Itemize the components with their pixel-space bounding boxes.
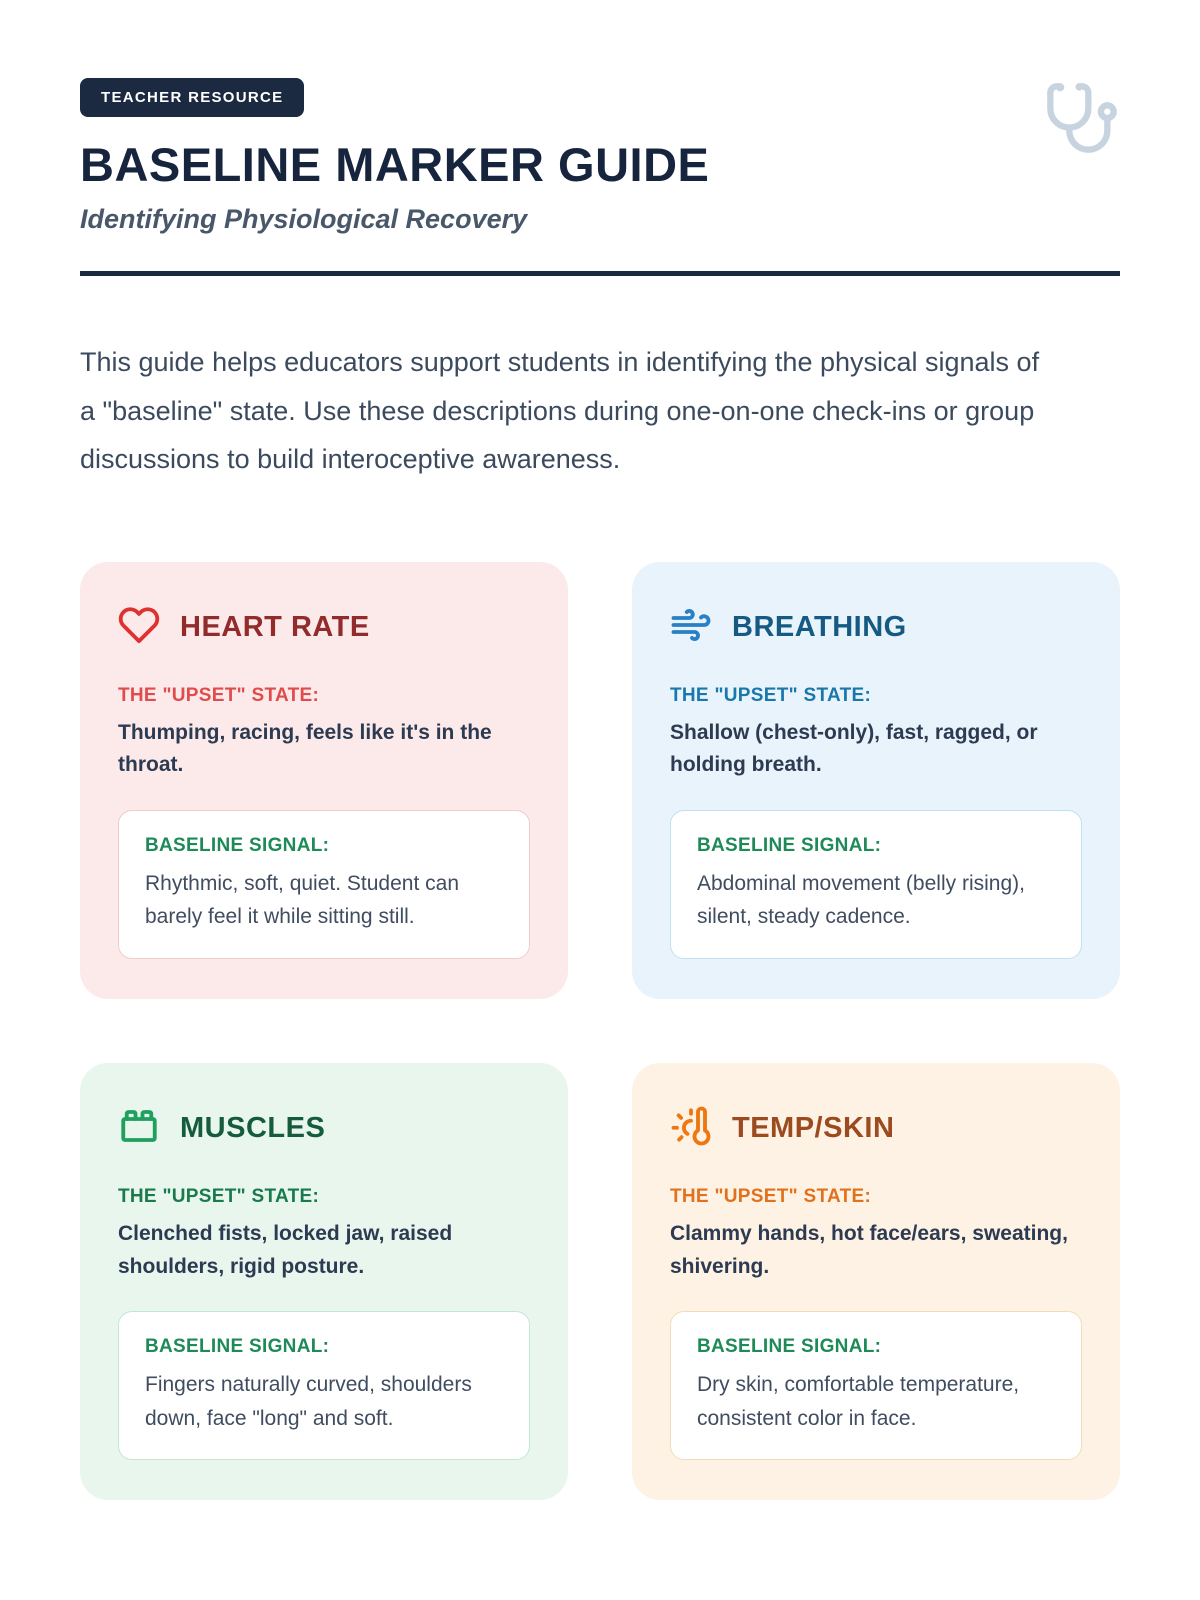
- card-title: HEART RATE: [180, 610, 370, 643]
- thermometer-sun-icon: [670, 1105, 712, 1152]
- cards-grid: [80, 562, 1120, 1501]
- card-header: [118, 1105, 530, 1152]
- baseline-signal-label: BASELINE SIGNAL:: [697, 834, 882, 856]
- upset-state-label: THE "UPSET" STATE:: [118, 1186, 320, 1208]
- baseline-signal-text: Abdominal movement (belly rising), silent, steady cadence.: [697, 871, 1025, 929]
- card-header: [670, 1105, 1082, 1152]
- upset-state-text: Thumping, racing, feels like it's in the throat.: [118, 720, 492, 777]
- baseline-signal-text: Fingers naturally curved, shoulders down, face "long" and soft.: [145, 1373, 472, 1430]
- baseline-signal-box: [118, 810, 530, 959]
- upset-state-label: THE "UPSET" STATE:: [670, 684, 872, 706]
- header-text-block: [80, 78, 709, 235]
- card-muscles: [80, 1063, 568, 1500]
- card-title: MUSCLES: [180, 1112, 326, 1145]
- wind-icon: [670, 604, 712, 651]
- toy-brick-icon: [118, 1105, 160, 1152]
- baseline-signal-text: Dry skin, comfortable temperature, consistent color in face.: [697, 1373, 1020, 1430]
- baseline-signal-label: BASELINE SIGNAL:: [145, 1336, 330, 1358]
- heart-icon: [118, 604, 160, 651]
- baseline-signal-label: BASELINE SIGNAL:: [697, 1336, 882, 1358]
- page-title: BASELINE MARKER GUIDE: [80, 138, 710, 191]
- card-header: [670, 604, 1082, 651]
- card-heart-rate: [80, 562, 568, 999]
- upset-state-text: Shallow (chest-only), fast, ragged, or holding breath.: [670, 720, 1038, 777]
- baseline-signal-box: [670, 810, 1082, 959]
- upset-state-text: Clenched fists, locked jaw, raised shoulders, rigid posture.: [118, 1222, 453, 1278]
- baseline-signal-box: [118, 1311, 530, 1460]
- card-breathing: [632, 562, 1120, 999]
- baseline-signal-box: [670, 1311, 1082, 1460]
- teacher-resource-badge: TEACHER RESOURCE: [80, 78, 304, 117]
- header-divider: [80, 271, 1120, 276]
- page-subtitle: Identifying Physiological Recovery: [80, 204, 528, 234]
- card-temp-skin: [632, 1063, 1120, 1500]
- baseline-signal-text: Rhythmic, soft, quiet. Student can barely feel it while sitting still.: [145, 871, 459, 929]
- card-title: BREATHING: [732, 610, 907, 643]
- card-header: [118, 604, 530, 651]
- card-title: TEMP/SKIN: [732, 1112, 895, 1145]
- upset-state-label: THE "UPSET" STATE:: [670, 1186, 872, 1208]
- intro-paragraph: This guide helps educators support students in identifying the physical signals of a "baseline" state. Use these descriptions during one-on-one check-ins or group discussions to build interoceptive awareness.: [80, 347, 1040, 475]
- upset-state-label: THE "UPSET" STATE:: [118, 684, 320, 706]
- stethoscope-icon: [1044, 80, 1120, 161]
- baseline-signal-label: BASELINE SIGNAL:: [145, 834, 330, 856]
- header: [80, 78, 1120, 235]
- upset-state-text: Clammy hands, hot face/ears, sweating, shivering.: [670, 1222, 1068, 1278]
